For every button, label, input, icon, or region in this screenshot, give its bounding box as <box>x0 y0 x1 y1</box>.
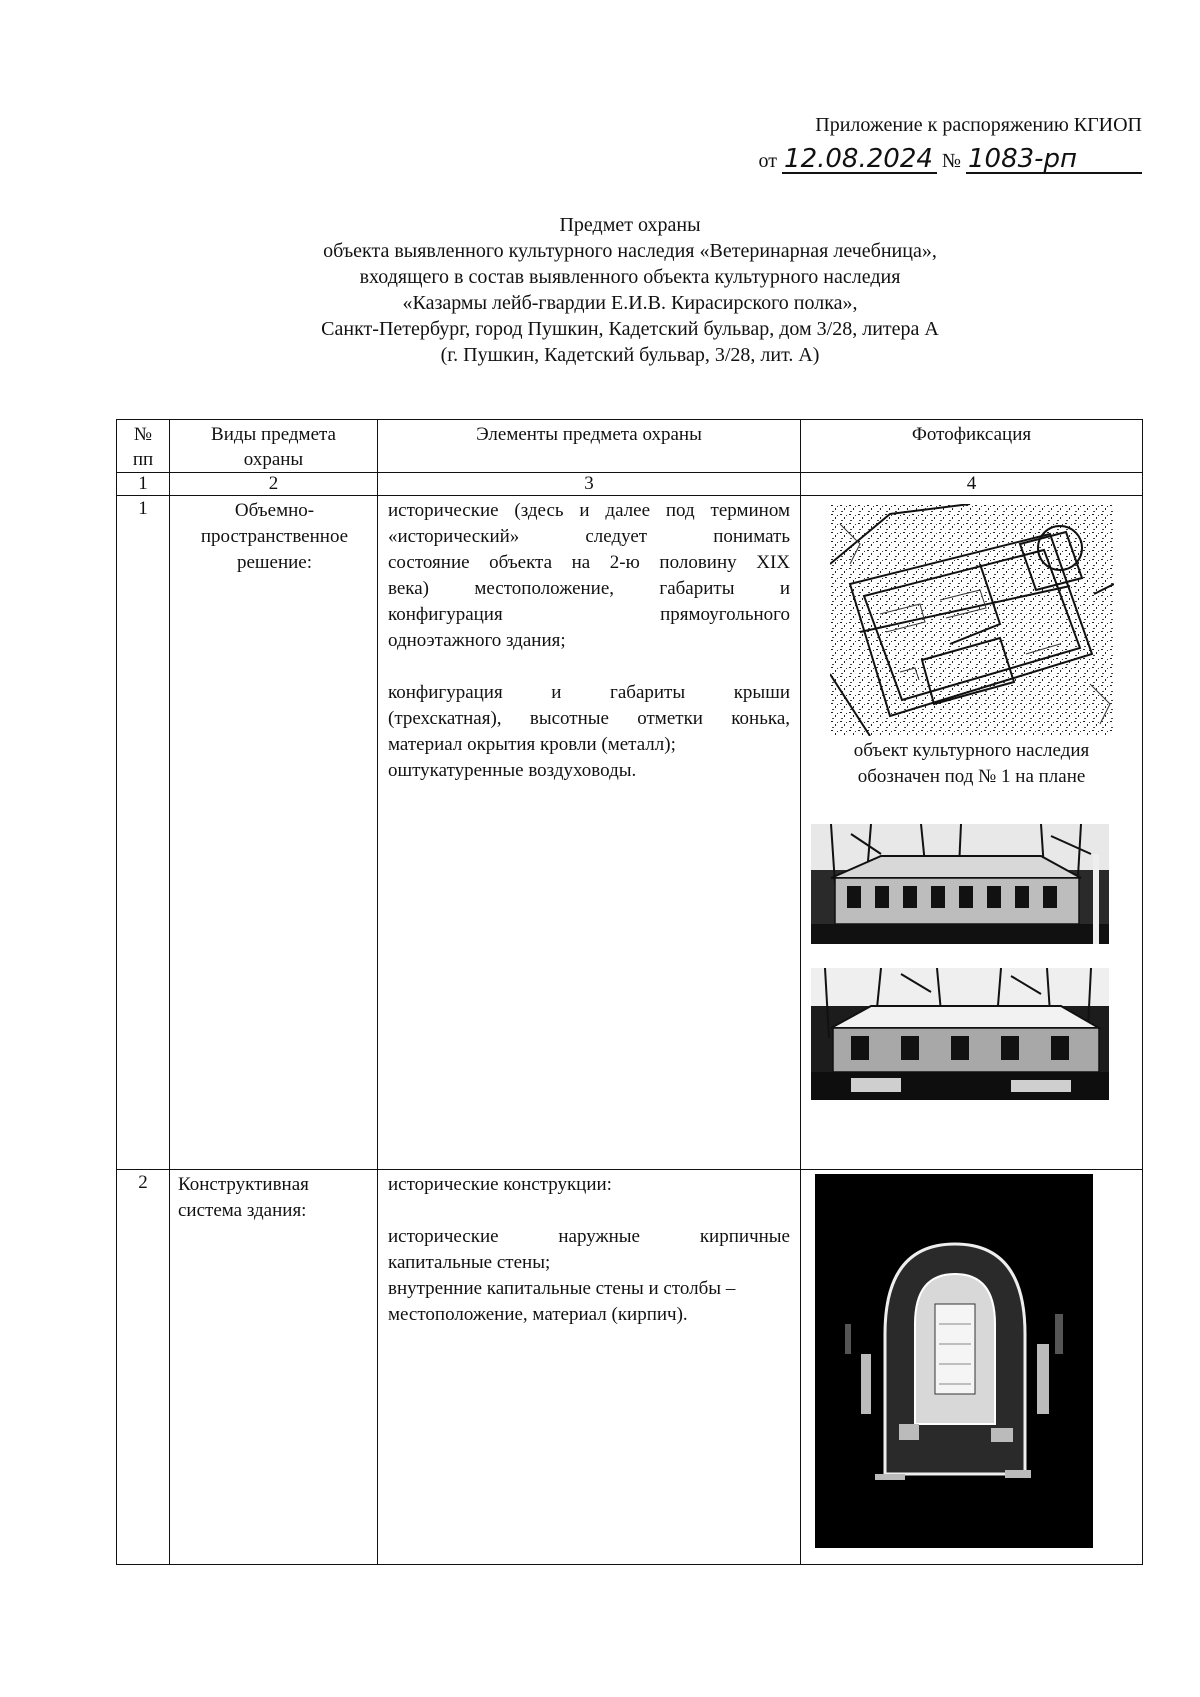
header-type-line1: Виды предмета <box>211 424 336 445</box>
header-elements: Элементы предмета охраны <box>378 420 801 473</box>
title-line: Санкт-Петербург, город Пушкин, Кадетский бульвар, дом 3/28, литера А <box>321 318 939 340</box>
type-line: пространственное <box>200 526 349 547</box>
appendix-header <box>722 112 1142 174</box>
element-gap <box>388 654 790 680</box>
table-row <box>117 1170 1143 1565</box>
table-header-row <box>117 420 1143 473</box>
column-number: 3 <box>378 473 801 496</box>
photo-cell <box>801 496 1143 1170</box>
protection-elements <box>378 1170 801 1565</box>
building-photo-side <box>811 968 1109 1100</box>
row-number: 1 <box>117 496 170 1170</box>
building-photo-front <box>811 824 1109 944</box>
element-line: исторические (здесь и далее под термином <box>388 500 790 521</box>
column-number: 1 <box>117 473 170 496</box>
column-number-row <box>117 473 1143 496</box>
from-label: от <box>758 150 778 172</box>
protection-elements <box>378 496 801 1170</box>
caption-line: объект культурного наследия <box>853 740 1090 761</box>
type-line: Объемно- <box>234 500 315 521</box>
header-photo: Фотофиксация <box>801 420 1143 473</box>
type-line: Конструктивная <box>178 1174 309 1195</box>
header-type-line2: охраны <box>243 449 304 470</box>
column-number: 2 <box>170 473 378 496</box>
element-gap <box>388 1198 790 1224</box>
element-line: капитальные стены; <box>388 1252 551 1273</box>
plan-caption <box>830 738 1114 790</box>
title-line: объекта выявленного культурного наследия «Ветеринарная лечебница», <box>323 240 937 262</box>
title-line: Предмет охраны <box>559 214 701 236</box>
protection-type <box>170 1170 378 1565</box>
element-line: исторические конструкции: <box>388 1174 612 1195</box>
element-line: состояние объекта на 2-ю половину XIX <box>388 552 790 573</box>
appendix-title: Приложение к распоряжению КГИОП <box>815 114 1142 136</box>
element-line: внутренние капитальные стены и столбы – <box>388 1278 736 1299</box>
element-line: местоположение, материал (кирпич). <box>388 1304 688 1325</box>
caption-line: обозначен под № 1 на плане <box>857 766 1086 787</box>
column-number: 4 <box>801 473 1143 496</box>
type-line: решение: <box>236 552 313 573</box>
element-line: (трехскатная), высотные отметки конька, <box>388 708 790 729</box>
header-type <box>170 420 378 473</box>
header-number-line2: пп <box>132 449 154 470</box>
table-row <box>117 496 1143 1170</box>
header-number <box>117 420 170 473</box>
element-line: материал окрытия кровли (металл); <box>388 734 676 755</box>
element-line: «исторический» следует понимать <box>388 526 790 547</box>
header-number-line1: № <box>133 424 153 445</box>
interior-arch-photo <box>815 1174 1093 1548</box>
element-line: века) местоположение, габариты и <box>388 578 790 599</box>
type-line: система здания: <box>178 1200 307 1221</box>
number-sign: № <box>941 150 961 172</box>
order-number: 1083-рп <box>966 146 1142 174</box>
element-line: конфигурация прямоугольного <box>388 604 790 625</box>
element-line: конфигурация и габариты крыши <box>388 682 790 703</box>
row-number: 2 <box>117 1170 170 1565</box>
title-line: входящего в состав выявленного объекта культурного наследия <box>359 266 901 288</box>
site-plan-map <box>830 504 1114 790</box>
order-date-line <box>722 146 1142 174</box>
document-title <box>130 212 1130 368</box>
element-line: исторические наружные кирпичные <box>388 1226 790 1247</box>
element-line: одноэтажного здания; <box>388 630 566 651</box>
protection-table <box>116 419 1143 1565</box>
protection-type <box>170 496 378 1170</box>
order-date: 12.08.2024 <box>782 146 937 174</box>
title-line: «Казармы лейб-гвардии Е.И.В. Кирасирского полка», <box>402 292 858 314</box>
site-plan-image <box>830 504 1114 736</box>
title-line: (г. Пушкин, Кадетский бульвар, 3/28, лит. А) <box>440 344 820 366</box>
element-line: оштукатуренные воздуховоды. <box>388 760 637 781</box>
photo-cell <box>801 1170 1143 1565</box>
